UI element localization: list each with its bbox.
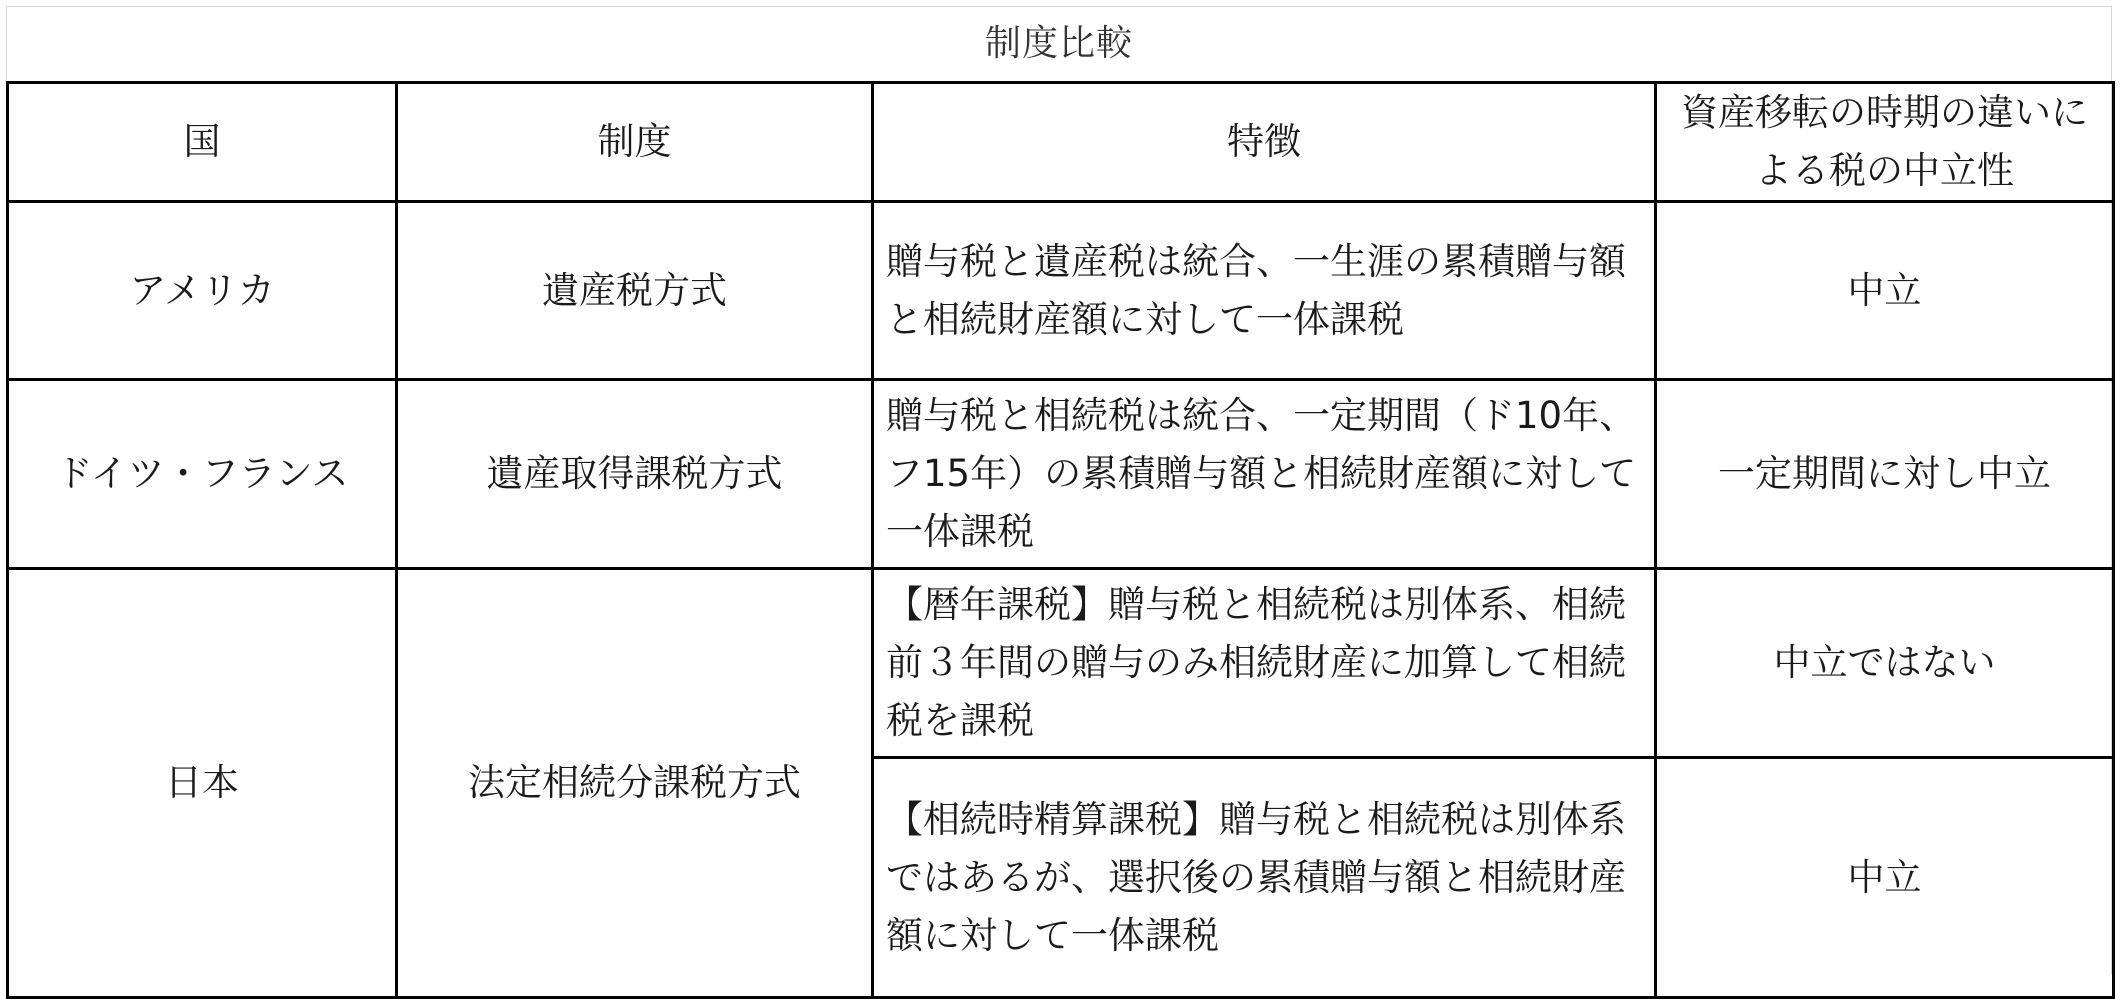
table-row-america — [8, 202, 2114, 380]
header-features: 特徴 — [873, 83, 1656, 202]
table-row-japan-a — [8, 569, 2114, 758]
table-header-row — [8, 83, 2114, 202]
cell-country: 日本 — [8, 569, 397, 998]
cell-features: 贈与税と相続税は統合、一定期間（ド10年、フ15年）の累積贈与額と相続財産額に対して一体課税 — [873, 380, 1656, 569]
comparison-table-frame — [6, 6, 2112, 974]
header-system: 制度 — [397, 83, 873, 202]
table-row-germany-france — [8, 380, 2114, 569]
comparison-table — [6, 81, 2115, 999]
header-country: 国 — [8, 83, 397, 202]
cell-country: ドイツ・フランス — [8, 380, 397, 569]
table-caption: 制度比較 — [984, 23, 1133, 64]
cell-neutrality: 一定期間に対し中立 — [1656, 380, 2114, 569]
cell-neutrality: 中立 — [1656, 758, 2114, 998]
cell-neutrality: 中立ではない — [1656, 569, 2114, 758]
cell-features: 【暦年課税】贈与税と相続税は別体系、相続前３年間の贈与のみ相続財産に加算して相続税を課税 — [873, 569, 1656, 758]
cell-system: 遺産取得課税方式 — [397, 380, 873, 569]
cell-neutrality: 中立 — [1656, 202, 2114, 380]
header-neutrality: 資産移転の時期の違いによる税の中立性 — [1656, 83, 2114, 202]
cell-system: 遺産税方式 — [397, 202, 873, 380]
cell-features: 贈与税と遺産税は統合、一生涯の累積贈与額と相続財産額に対して一体課税 — [873, 202, 1656, 380]
cell-features: 【相続時精算課税】贈与税と相続税は別体系ではあるが、選択後の累積贈与額と相続財産額に対して一体課税 — [873, 758, 1656, 998]
cell-country: アメリカ — [8, 202, 397, 380]
cell-system: 法定相続分課税方式 — [397, 569, 873, 998]
